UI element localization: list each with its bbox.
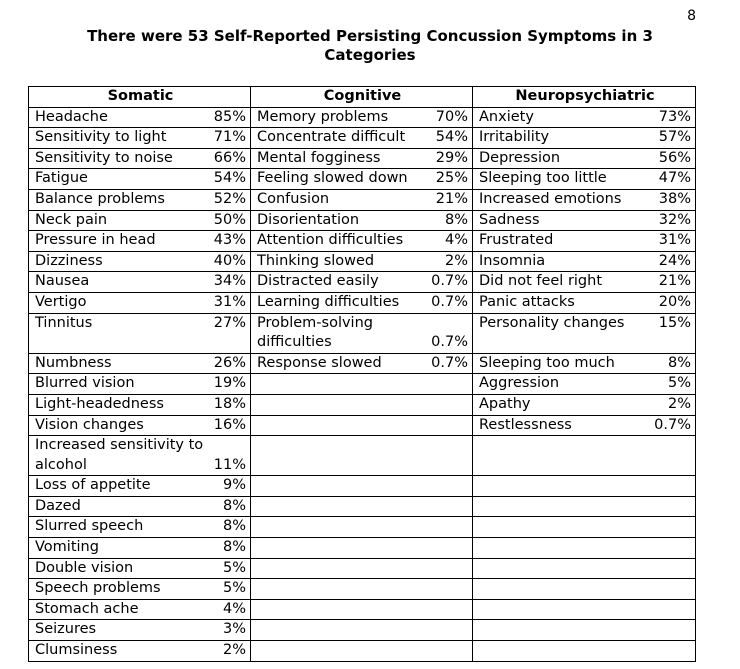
somatic-cell xyxy=(29,210,251,231)
somatic-cell xyxy=(29,579,251,600)
somatic-cell xyxy=(29,128,251,149)
symptom-name: Disorientation xyxy=(257,211,360,228)
neuropsychiatric-cell xyxy=(473,641,696,662)
symptom-name xyxy=(479,579,484,599)
neuropsychiatric-cell xyxy=(473,251,696,272)
symptom-percent: 29% xyxy=(435,149,468,166)
symptom-name: Double vision xyxy=(35,559,134,576)
symptom-name: Panic attacks xyxy=(479,293,575,310)
symptom-percent: 8% xyxy=(667,354,691,371)
neuropsychiatric-cell xyxy=(473,231,696,252)
table-row xyxy=(29,107,696,128)
somatic-cell xyxy=(29,189,251,210)
symptom-name: Mental fogginess xyxy=(257,149,381,166)
symptom-name: Response slowed xyxy=(257,354,382,371)
somatic-cell xyxy=(29,231,251,252)
symptom-name: Learning difficulties xyxy=(257,293,400,310)
table-row xyxy=(29,394,696,415)
neuropsychiatric-cell xyxy=(473,128,696,149)
symptom-name: Irritability xyxy=(479,129,550,146)
cognitive-cell xyxy=(251,148,473,169)
symptom-name: Nausea xyxy=(35,273,90,290)
cognitive-cell xyxy=(251,251,473,272)
table-body xyxy=(29,107,696,661)
symptom-name xyxy=(479,559,484,579)
symptom-name: Balance problems xyxy=(35,190,165,207)
symptom-name: Sadness xyxy=(479,211,540,228)
neuropsychiatric-cell xyxy=(473,415,696,436)
neuropsychiatric-cell xyxy=(473,476,696,497)
somatic-cell xyxy=(29,292,251,313)
symptom-percent: 34% xyxy=(213,273,246,290)
symptom-percent: 16% xyxy=(213,416,246,433)
symptom-name xyxy=(479,641,484,661)
symptom-name: Frustrated xyxy=(479,232,554,249)
column-header-somatic: Somatic xyxy=(29,87,251,108)
cognitive-cell xyxy=(251,128,473,149)
symptom-name xyxy=(257,538,262,558)
symptom-percent: 66% xyxy=(213,149,246,166)
symptom-name: Numbness xyxy=(35,354,112,371)
neuropsychiatric-cell xyxy=(473,210,696,231)
symptom-percent: 85% xyxy=(213,108,246,125)
symptom-percent: 0.7% xyxy=(431,273,468,290)
table-row xyxy=(29,272,696,293)
symptom-name: Dazed xyxy=(35,497,81,514)
symptom-percent: 5% xyxy=(222,580,246,597)
symptom-percent: 5% xyxy=(667,375,691,392)
symptom-name: Concentrate difficult xyxy=(257,129,406,146)
table-row xyxy=(29,251,696,272)
symptom-percent: 40% xyxy=(213,252,246,269)
table-row xyxy=(29,313,696,353)
cognitive-cell xyxy=(251,558,473,579)
symptom-percent: 31% xyxy=(658,232,691,249)
symptom-name xyxy=(479,436,484,456)
neuropsychiatric-cell xyxy=(473,374,696,395)
symptom-name: Tinnitus xyxy=(35,314,93,331)
symptom-percent: 8% xyxy=(444,211,468,228)
symptom-name: Vision changes xyxy=(35,416,144,433)
symptom-percent: 25% xyxy=(435,170,468,187)
symptom-name: Distracted easily xyxy=(257,273,379,290)
cognitive-cell xyxy=(251,538,473,559)
somatic-cell xyxy=(29,107,251,128)
symptom-name xyxy=(257,476,262,496)
symptom-name: Problem-solving difficulties xyxy=(257,314,373,351)
symptom-name: Confusion xyxy=(257,190,330,207)
cognitive-cell xyxy=(251,415,473,436)
table-row xyxy=(29,128,696,149)
symptom-name xyxy=(257,517,262,537)
table-row xyxy=(29,558,696,579)
neuropsychiatric-cell xyxy=(473,517,696,538)
table-row xyxy=(29,476,696,497)
somatic-cell xyxy=(29,353,251,374)
neuropsychiatric-cell xyxy=(473,394,696,415)
somatic-cell xyxy=(29,436,251,476)
table-row xyxy=(29,210,696,231)
somatic-cell xyxy=(29,272,251,293)
neuropsychiatric-cell xyxy=(473,538,696,559)
symptom-percent: 56% xyxy=(658,149,691,166)
symptom-name: Fatigue xyxy=(35,170,88,187)
table-row xyxy=(29,620,696,641)
symptom-name: Memory problems xyxy=(257,108,389,125)
symptom-percent: 5% xyxy=(222,559,246,576)
symptom-name: Attention difficulties xyxy=(257,232,404,249)
symptom-percent: 21% xyxy=(658,273,691,290)
symptom-percent: 8% xyxy=(222,497,246,514)
symptom-name xyxy=(257,436,262,456)
cognitive-cell xyxy=(251,272,473,293)
symptom-percent: 2% xyxy=(667,395,691,412)
symptom-percent: 15% xyxy=(658,314,691,331)
neuropsychiatric-cell xyxy=(473,189,696,210)
cognitive-cell xyxy=(251,579,473,600)
neuropsychiatric-cell xyxy=(473,353,696,374)
table-row xyxy=(29,436,696,476)
symptom-percent: 2% xyxy=(222,642,246,659)
neuropsychiatric-cell xyxy=(473,313,696,353)
symptom-name xyxy=(257,497,262,517)
symptom-percent: 52% xyxy=(213,190,246,207)
symptom-name xyxy=(257,374,262,394)
symptom-percent: 4% xyxy=(222,600,246,617)
symptom-percent: 19% xyxy=(213,375,246,392)
symptom-percent: 0.7% xyxy=(431,334,468,351)
somatic-cell xyxy=(29,169,251,190)
symptom-name: Increased emotions xyxy=(479,190,622,207)
symptom-name: Sleeping too little xyxy=(479,170,607,187)
somatic-cell xyxy=(29,313,251,353)
symptom-percent: 0.7% xyxy=(431,293,468,310)
table-row xyxy=(29,415,696,436)
symptom-name: Seizures xyxy=(35,621,97,638)
symptom-name: Neck pain xyxy=(35,211,108,228)
symptom-name: Vomiting xyxy=(35,539,99,556)
neuropsychiatric-cell xyxy=(473,558,696,579)
cognitive-cell xyxy=(251,231,473,252)
neuropsychiatric-cell xyxy=(473,169,696,190)
symptom-name: Slurred speech xyxy=(35,518,144,535)
table-row xyxy=(29,169,696,190)
symptom-name: Personality changes xyxy=(479,314,625,331)
cognitive-cell xyxy=(251,476,473,497)
symptom-name: Clumsiness xyxy=(35,642,118,659)
symptom-name xyxy=(257,641,262,661)
symptom-percent: 57% xyxy=(658,129,691,146)
somatic-cell xyxy=(29,374,251,395)
symptom-percent: 71% xyxy=(213,129,246,146)
symptom-percent: 20% xyxy=(658,293,691,310)
cognitive-cell xyxy=(251,620,473,641)
symptom-name: Did not feel right xyxy=(479,273,603,290)
neuropsychiatric-cell xyxy=(473,292,696,313)
symptom-name: Depression xyxy=(479,149,561,166)
neuropsychiatric-cell xyxy=(473,272,696,293)
cognitive-cell xyxy=(251,313,473,353)
symptom-percent: 70% xyxy=(435,108,468,125)
table-header-row xyxy=(29,87,696,108)
cognitive-cell xyxy=(251,353,473,374)
cognitive-cell xyxy=(251,496,473,517)
neuropsychiatric-cell xyxy=(473,148,696,169)
table-row xyxy=(29,189,696,210)
symptom-name xyxy=(257,559,262,579)
symptom-name xyxy=(479,600,484,620)
symptom-percent: 47% xyxy=(658,170,691,187)
cognitive-cell xyxy=(251,374,473,395)
symptom-name xyxy=(257,579,262,599)
cognitive-cell xyxy=(251,169,473,190)
symptom-name: Apathy xyxy=(479,395,531,412)
symptom-percent: 0.7% xyxy=(654,416,691,433)
cognitive-cell xyxy=(251,641,473,662)
cognitive-cell xyxy=(251,394,473,415)
somatic-cell xyxy=(29,415,251,436)
table-row xyxy=(29,538,696,559)
table-row xyxy=(29,148,696,169)
somatic-cell xyxy=(29,641,251,662)
column-header-cognitive: Cognitive xyxy=(251,87,473,108)
symptom-name: Light-headedness xyxy=(35,395,164,412)
symptom-name: Sensitivity to light xyxy=(35,129,167,146)
symptom-percent: 27% xyxy=(213,314,246,331)
symptom-percent: 18% xyxy=(213,395,246,412)
somatic-cell xyxy=(29,620,251,641)
symptom-percent: 26% xyxy=(213,354,246,371)
symptom-percent: 21% xyxy=(435,190,468,207)
symptom-percent: 3% xyxy=(222,621,246,638)
table-row xyxy=(29,353,696,374)
symptom-percent: 2% xyxy=(444,252,468,269)
symptom-name xyxy=(257,416,262,436)
symptom-percent: 38% xyxy=(658,190,691,207)
somatic-cell xyxy=(29,599,251,620)
symptom-name xyxy=(257,395,262,415)
neuropsychiatric-cell xyxy=(473,107,696,128)
symptom-name: Speech problems xyxy=(35,580,161,597)
neuropsychiatric-cell xyxy=(473,579,696,600)
symptom-percent: 0.7% xyxy=(431,354,468,371)
cognitive-cell xyxy=(251,599,473,620)
symptom-name: Loss of appetite xyxy=(35,477,151,494)
symptom-name xyxy=(257,620,262,640)
table-row xyxy=(29,496,696,517)
page-number: 8 xyxy=(687,8,696,24)
neuropsychiatric-cell xyxy=(473,620,696,641)
somatic-cell xyxy=(29,496,251,517)
symptom-name: Stomach ache xyxy=(35,600,139,617)
somatic-cell xyxy=(29,148,251,169)
table-row xyxy=(29,231,696,252)
symptom-name xyxy=(479,538,484,558)
table-row xyxy=(29,374,696,395)
symptom-percent: 43% xyxy=(213,232,246,249)
symptom-name xyxy=(479,476,484,496)
neuropsychiatric-cell xyxy=(473,496,696,517)
symptom-percent: 50% xyxy=(213,211,246,228)
somatic-cell xyxy=(29,517,251,538)
symptom-percent: 9% xyxy=(222,477,246,494)
cognitive-cell xyxy=(251,189,473,210)
symptom-name: Feeling slowed down xyxy=(257,170,408,187)
symptom-name: Anxiety xyxy=(479,108,534,125)
symptom-name xyxy=(479,620,484,640)
table-row xyxy=(29,599,696,620)
symptom-name: Pressure in head xyxy=(35,232,156,249)
symptom-percent: 11% xyxy=(213,456,246,473)
cognitive-cell xyxy=(251,107,473,128)
symptom-name: Increased sensitivity to alcohol xyxy=(35,437,204,473)
somatic-cell xyxy=(29,251,251,272)
symptom-name xyxy=(479,497,484,517)
symptom-name: Aggression xyxy=(479,375,560,392)
somatic-cell xyxy=(29,476,251,497)
neuropsychiatric-cell xyxy=(473,599,696,620)
table-row xyxy=(29,641,696,662)
table-row xyxy=(29,579,696,600)
symptom-name: Vertigo xyxy=(35,293,87,310)
symptom-name: Sleeping too much xyxy=(479,354,615,371)
column-header-neuropsychiatric: Neuropsychiatric xyxy=(473,87,696,108)
cognitive-cell xyxy=(251,210,473,231)
cognitive-cell xyxy=(251,436,473,476)
symptom-percent: 24% xyxy=(658,252,691,269)
symptom-percent: 54% xyxy=(435,129,468,146)
cognitive-cell xyxy=(251,517,473,538)
symptom-percent: 4% xyxy=(444,232,468,249)
symptom-table xyxy=(28,86,696,662)
symptom-name: Headache xyxy=(35,108,108,125)
symptom-percent: 54% xyxy=(213,170,246,187)
symptom-name: Blurred vision xyxy=(35,375,135,392)
somatic-cell xyxy=(29,558,251,579)
symptom-name xyxy=(257,600,262,620)
symptom-name xyxy=(479,517,484,537)
symptom-percent: 32% xyxy=(658,211,691,228)
table-row xyxy=(29,292,696,313)
symptom-name: Restlessness xyxy=(479,416,572,433)
symptom-percent: 73% xyxy=(658,108,691,125)
neuropsychiatric-cell xyxy=(473,436,696,476)
table-row xyxy=(29,517,696,538)
somatic-cell xyxy=(29,538,251,559)
symptom-name: Dizziness xyxy=(35,252,103,269)
symptom-name: Sensitivity to noise xyxy=(35,149,173,166)
page-title: There were 53 Self-Reported Persisting Concussion Symptoms in 3 Categories xyxy=(87,27,653,64)
symptom-name: Insomnia xyxy=(479,252,546,269)
symptom-name: Thinking slowed xyxy=(257,252,375,269)
cognitive-cell xyxy=(251,292,473,313)
symptom-percent: 31% xyxy=(213,293,246,310)
symptom-percent: 8% xyxy=(222,539,246,556)
symptom-percent: 8% xyxy=(222,518,246,535)
somatic-cell xyxy=(29,394,251,415)
